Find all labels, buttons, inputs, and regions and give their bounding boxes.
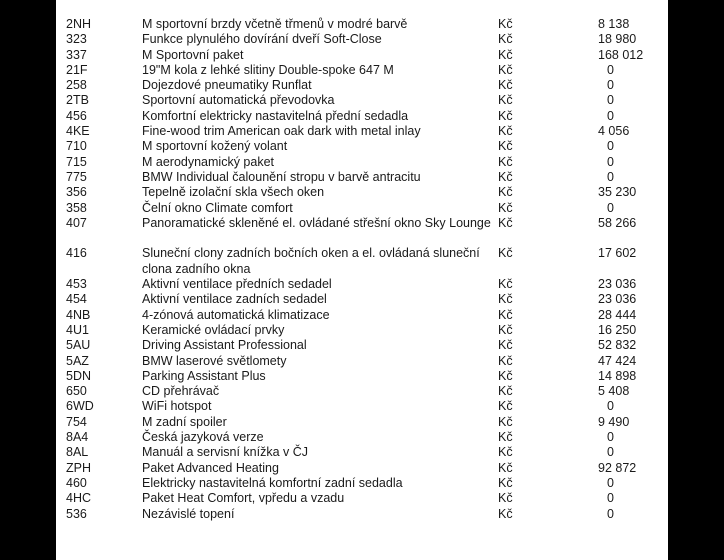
option-price: 0 [607, 506, 614, 521]
option-price: 0 [607, 491, 614, 506]
table-row [56, 399, 668, 414]
currency-label: Kč [498, 17, 513, 31]
option-code: 460 [66, 475, 87, 490]
option-description: M Sportovní paket [142, 47, 244, 62]
option-code: 2TB [66, 93, 89, 108]
option-code: 323 [66, 32, 87, 47]
option-description: WiFi hotspot [142, 399, 212, 414]
table-row [56, 430, 668, 445]
option-code: 356 [66, 185, 87, 200]
option-price: 0 [607, 93, 614, 108]
option-code: 715 [66, 154, 87, 169]
option-price: 35 230 [598, 185, 637, 200]
option-code: 337 [66, 47, 87, 62]
table-row [56, 292, 668, 307]
option-price: 52 832 [598, 338, 637, 353]
options-table-body [56, 17, 668, 522]
table-row [56, 48, 668, 63]
currency-label: Kč [498, 460, 513, 475]
option-code: 258 [66, 78, 87, 93]
option-price: 16 250 [598, 322, 637, 337]
table-row [56, 170, 668, 185]
option-code: 5DN [66, 368, 92, 383]
table-row [56, 63, 668, 78]
currency-label: Kč [498, 246, 513, 261]
option-description: Sportovní automatická převodovka [142, 93, 335, 108]
option-description: Elektricky nastavitelná komfortní zadní sedadla [142, 475, 403, 490]
option-description: Česká jazyková verze [142, 430, 264, 445]
option-code: 536 [66, 506, 87, 521]
currency-label: Kč [498, 399, 513, 414]
price-list-page [56, 0, 668, 560]
option-price: 0 [607, 399, 614, 414]
currency-label: Kč [498, 506, 513, 521]
option-description: BMW laserové světlomety [142, 353, 287, 368]
table-row [56, 139, 668, 154]
option-code: 21F [66, 62, 88, 77]
option-code: 8AL [66, 445, 89, 460]
option-code: 4KE [66, 124, 90, 139]
option-code: 4NB [66, 307, 91, 322]
currency-label: Kč [498, 414, 513, 429]
option-description: Tepelně izolační skla všech oken [142, 185, 325, 200]
option-price: 5 408 [598, 384, 630, 399]
option-code: 775 [66, 169, 87, 184]
option-description: M sportovní brzdy včetně třmenů v modré barvě [142, 17, 408, 31]
option-price: 0 [607, 139, 614, 154]
option-code: 416 [66, 246, 87, 261]
option-price: 14 898 [598, 368, 637, 383]
option-description: Funkce plynulého dovírání dveří Soft-Close [142, 32, 382, 47]
option-code: 5AZ [66, 353, 89, 368]
option-price: 0 [607, 108, 614, 123]
option-price: 0 [607, 62, 614, 77]
table-row [56, 445, 668, 460]
option-description: M aerodynamický paket [142, 154, 275, 169]
table-row [56, 507, 668, 522]
option-description: BMW Individual čalounění stropu v barvě antracitu [142, 169, 421, 184]
option-description: Nezávislé topení [142, 506, 235, 521]
currency-label: Kč [498, 475, 513, 490]
option-price: 9 490 [598, 414, 630, 429]
option-price: 8 138 [598, 17, 630, 31]
option-description: Keramické ovládací prvky [142, 322, 285, 337]
option-price: 23 036 [598, 292, 637, 307]
table-row [56, 415, 668, 430]
table-row [56, 155, 668, 170]
option-description: Dojezdové pneumatiky Runflat [142, 78, 312, 93]
currency-label: Kč [498, 62, 513, 77]
option-price: 17 602 [598, 246, 637, 261]
option-code: 8A4 [66, 430, 89, 445]
table-row [56, 109, 668, 124]
option-description: 4-zónová automatická klimatizace [142, 307, 330, 322]
table-row [56, 491, 668, 506]
option-description: Manuál a servisní knížka v ČJ [142, 445, 309, 460]
table-row [56, 32, 668, 47]
table-row [56, 354, 668, 369]
currency-label: Kč [498, 277, 513, 292]
table-row [56, 476, 668, 491]
option-description: 19"M kola z lehké slitiny Double-spoke 647 M [142, 62, 394, 77]
currency-label: Kč [498, 47, 513, 62]
option-price: 0 [607, 430, 614, 445]
currency-label: Kč [498, 108, 513, 123]
option-code: 754 [66, 414, 87, 429]
currency-label: Kč [498, 322, 513, 337]
option-description: Sluneční clony zadních bočních oken a el. ovládaná sluneční clona zadního okna [142, 246, 480, 276]
table-row [56, 78, 668, 93]
option-code: 358 [66, 200, 87, 215]
option-price: 4 056 [598, 124, 630, 139]
currency-label: Kč [498, 368, 513, 383]
currency-label: Kč [498, 307, 513, 322]
table-row [56, 201, 668, 216]
currency-label: Kč [498, 292, 513, 307]
option-code: 454 [66, 292, 87, 307]
currency-label: Kč [498, 124, 513, 139]
option-description: Fine-wood trim American oak dark with metal inlay [142, 124, 421, 139]
currency-label: Kč [498, 154, 513, 169]
currency-label: Kč [498, 384, 513, 399]
option-price: 28 444 [598, 307, 637, 322]
currency-label: Kč [498, 200, 513, 215]
table-row [56, 246, 668, 277]
option-price: 0 [607, 78, 614, 93]
option-code: 710 [66, 139, 87, 154]
option-description: Paket Advanced Heating [142, 460, 279, 475]
option-price: 47 424 [598, 353, 637, 368]
currency-label: Kč [498, 445, 513, 460]
table-row [56, 308, 668, 323]
table-row [56, 277, 668, 292]
option-description: Aktivní ventilace předních sedadel [142, 277, 332, 292]
option-price: 0 [607, 475, 614, 490]
option-description: M zadní spoiler [142, 414, 227, 429]
option-code: 6WD [66, 399, 94, 414]
option-description: Aktivní ventilace zadních sedadel [142, 292, 327, 307]
currency-label: Kč [498, 353, 513, 368]
table-row [56, 17, 668, 32]
option-code: 5AU [66, 338, 91, 353]
option-description: Paket Heat Comfort, vpředu a vzadu [142, 491, 345, 506]
option-price: 58 266 [598, 215, 637, 230]
option-code: 453 [66, 277, 87, 292]
option-price: 168 012 [598, 47, 644, 62]
option-price: 23 036 [598, 277, 637, 292]
option-code: 650 [66, 384, 87, 399]
currency-label: Kč [498, 430, 513, 445]
table-row [56, 124, 668, 139]
currency-label: Kč [498, 491, 513, 506]
option-code: 456 [66, 108, 87, 123]
currency-label: Kč [498, 32, 513, 47]
option-description: Čelní okno Climate comfort [142, 200, 293, 215]
option-code: ZPH [66, 460, 91, 475]
table-row [56, 369, 668, 384]
option-description: Driving Assistant Professional [142, 338, 307, 353]
option-code: 4U1 [66, 322, 89, 337]
currency-label: Kč [498, 139, 513, 154]
option-description: Komfortní elektricky nastavitelná přední sedadla [142, 108, 409, 123]
currency-label: Kč [498, 169, 513, 184]
table-row [56, 93, 668, 108]
option-price: 0 [607, 200, 614, 215]
option-price: 0 [607, 169, 614, 184]
option-description: Parking Assistant Plus [142, 368, 266, 383]
currency-label: Kč [498, 338, 513, 353]
option-description: M sportovní kožený volant [142, 139, 288, 154]
option-description: CD přehrávač [142, 384, 220, 399]
currency-label: Kč [498, 185, 513, 200]
table-row [56, 461, 668, 476]
table-row [56, 323, 668, 338]
table-row [56, 384, 668, 399]
table-row [56, 216, 668, 247]
options-table [56, 17, 668, 522]
option-price: 0 [607, 445, 614, 460]
option-code: 407 [66, 215, 87, 230]
option-code: 2NH [66, 17, 92, 31]
option-price: 18 980 [598, 32, 637, 47]
option-description: Panoramatické skleněné el. ovládané střešní okno Sky Lounge [142, 215, 491, 230]
option-code: 4HC [66, 491, 92, 506]
option-price: 0 [607, 154, 614, 169]
table-row [56, 338, 668, 353]
currency-label: Kč [498, 78, 513, 93]
option-price: 92 872 [598, 460, 637, 475]
currency-label: Kč [498, 215, 513, 230]
table-row [56, 185, 668, 200]
currency-label: Kč [498, 93, 513, 108]
